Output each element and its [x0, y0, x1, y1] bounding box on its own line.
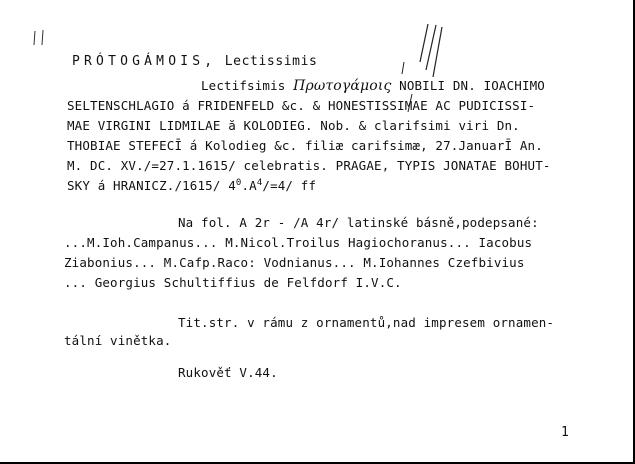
page-number: 1	[561, 425, 569, 440]
title-word: PRÓTOGÁMOIS,	[72, 54, 217, 69]
tit-line-2: tální vinětka.	[64, 333, 172, 348]
body-line-6-sup-2: 4	[256, 177, 263, 188]
note-line-1: Na fol. A 2r - /A 4r/ latinské básně,podepsané:	[178, 215, 539, 230]
body-line-4: THOBIAE STEFECĪ á Kolodieg &c. filiæ carifsimæ, 27.JanuarĪ An.	[67, 138, 543, 153]
body-line-5: M. DC. XV./=27.1.1615/ celebratis. PRAGAE, TYPIS JONATAE BOHUT-	[67, 158, 551, 173]
body-line-6-mid: .A	[241, 178, 257, 193]
note-line-2: ...M.Ioh.Campanus... M.Nicol.Troilus Hagiochoranus... Iacobus	[64, 235, 533, 250]
tit-line-1: Tit.str. v rámu z ornamentů,nad impresem ornamen-	[178, 315, 555, 330]
note-line-4: ... Georgius Schultiffius de Felfdorf I.V.C.	[64, 275, 402, 290]
body-line-1-pre: Lectifsimis	[201, 78, 294, 93]
body-line-6	[67, 179, 316, 193]
body-line-6-post: /=4/ ff	[262, 178, 317, 193]
manuscript-reference: Rukověť V.44.	[178, 365, 278, 380]
body-line-1-post: NOBILI DN. IOACHIMO	[391, 78, 545, 93]
title-tail: Lectissimis	[216, 54, 318, 69]
note-line-3: Ziabonius... M.Cafp.Raco: Vodnianus... M.Iohannes Czefbivius	[64, 255, 525, 270]
body-line-3: MAE VIRGINI LIDMILAE ă KOLODIEG. Nob. & clarifsimi viri Dn.	[67, 118, 520, 133]
corner-tick-marks	[32, 29, 52, 49]
body-line-6-pre: SKY á HRANICZ./1615/ 4	[67, 178, 236, 193]
greek-word: Πρωτογάμοις	[293, 78, 392, 94]
body-line-6-sup-1: 0	[235, 177, 242, 188]
title-line	[72, 54, 317, 69]
body-line-1	[201, 79, 545, 93]
body-line-2: SELTENSCHLAGIO á FRIDENFELD &c. & HONESTISSIMAE AC PUDICISSI-	[67, 98, 536, 113]
